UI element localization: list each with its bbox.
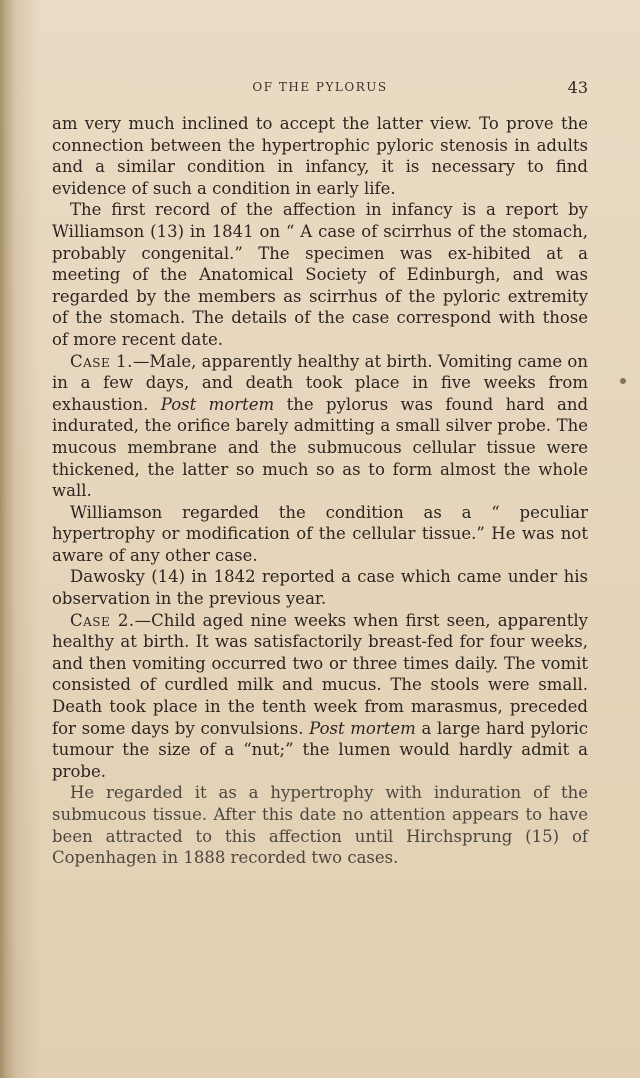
paragraph-2: The first record of the affection in infancy is a report by Williamson (13) in 1841 on “ A case of scirrhus of the stomach, probably congenital.” The specimen was ex-hibited at a meeting of the Anatomical Society of Edinburgh, and was regarded by the members as scirrhus of the pyloric extremity of the stomach. The details of the case correspond with those of more recent date.: [52, 200, 588, 349]
case-2-text-b: a large hard pyloric tumour the size of a “nut;” the lumen would hardly admit a probe.: [52, 718, 589, 781]
case-2-label: Case 2.: [70, 610, 135, 630]
case-1-post-mortem: Post mortem: [160, 394, 275, 414]
ink-spot: [620, 378, 626, 384]
binding-shadow: [0, 0, 14, 1078]
page-number: 43: [567, 78, 588, 97]
paragraph-case-2: [52, 610, 588, 783]
paragraph-1: am very much inclined to accept the latter view. To prove the connection between the hypertrophic pyloric stenosis in adults and a similar condition in infancy, it is necessary to find evidence of such a condition in early life.: [52, 114, 588, 198]
body-text: [52, 113, 588, 869]
paragraph-case-1: [52, 351, 588, 502]
paragraph-7: He regarded it as a hypertrophy with induration of the submucous tissue. After this date no attention appears to have been attracted to this affection until Hirchsprung (15) of Copenhagen in 1888 recorded two cases.: [52, 783, 588, 868]
case-1-text-b: the pylorus was found hard and indurated, the orifice barely admitting a small silver probe. The mucous membrane and the submucous cellular tissue were thickened, the latter so much so as to form almost the whole wall.: [52, 394, 589, 501]
page-header: [52, 78, 588, 102]
paragraph-5: Dawosky (14) in 1842 reported a case which came under his observation in the previous year.: [52, 567, 588, 609]
case-1-text-a: —Male, apparently healthy at birth. Vomiting came on in a few days, and death took place in five weeks from exhaustion.: [52, 351, 588, 414]
case-1-label: Case 1.: [70, 351, 133, 371]
paragraph-4: Williamson regarded the condition as a “ peculiar hypertrophy or modification of the cellular tissue.” He was not aware of any other case.: [52, 502, 588, 565]
case-2-post-mortem: Post mortem: [309, 718, 416, 738]
case-2-text-a: —Child aged nine weeks when first seen, apparently healthy at birth. It was satisfactorily breast-fed for four weeks, and then vomiting occurred two or three times daily. The vomit consisted of curdled milk and mucus. The stools were small. Death took place in the tenth week from marasmus, preceded for some days by convulsions.: [52, 610, 589, 738]
running-head: OF THE PYLORUS: [252, 80, 388, 94]
